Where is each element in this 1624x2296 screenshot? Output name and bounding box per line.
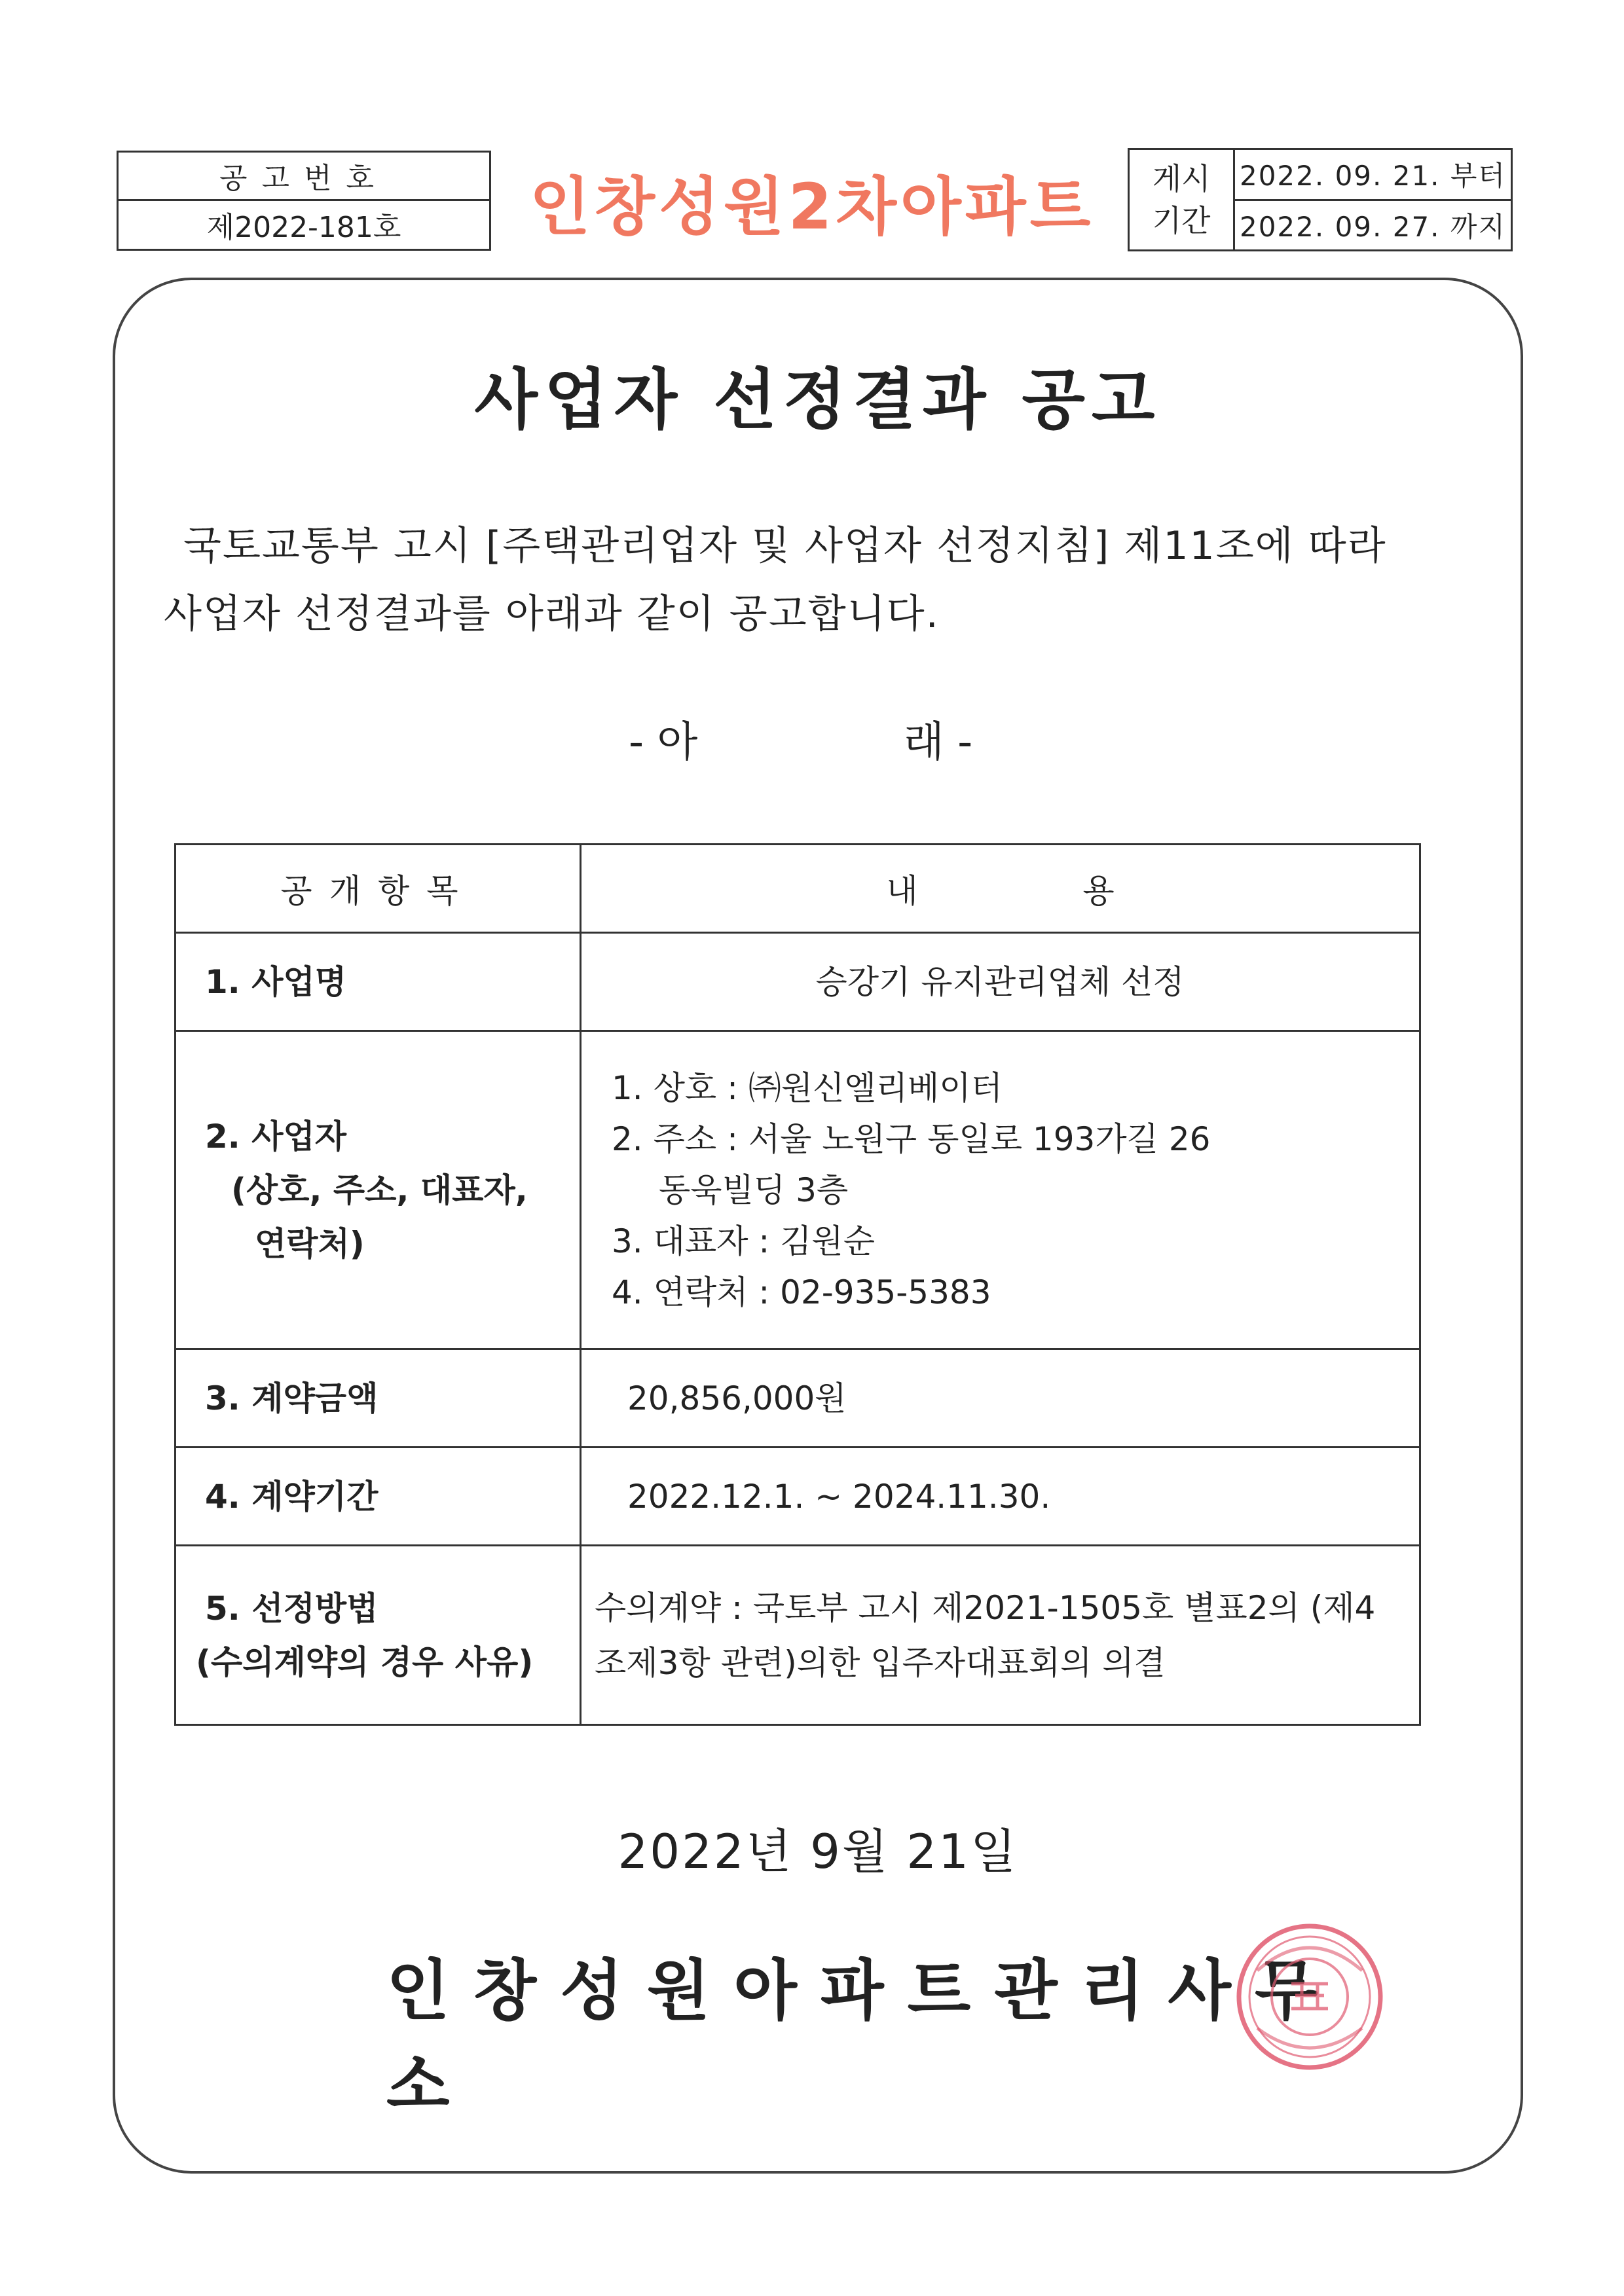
project-name-value: 승강기 유지관리업체 선정	[581, 933, 1420, 1031]
business-address-2: 동욱빌딩 3층	[659, 1171, 849, 1209]
below-marker-right: 래 -	[904, 718, 973, 767]
notice-date: 2022년 9월 21일	[618, 1824, 1018, 1879]
period-from: 2022. 09. 21. 부터	[1235, 150, 1511, 201]
business-label-3: 연락처)	[255, 1224, 365, 1263]
posting-period-box	[1128, 148, 1513, 251]
business-label-1: 2. 사업자	[205, 1117, 347, 1156]
apartment-name: 인창성원2차아파트	[529, 170, 1095, 244]
selection-method-line-1: 수의계약 : 국토부 고시 제2021-1505호 별표2의 (제4	[595, 1588, 1376, 1627]
business-label	[175, 1031, 581, 1349]
intro-line-1: 국토교통부 고시 [주택관리업자 및 사업자 선정지침] 제11조에 따라	[183, 523, 1387, 569]
table-row	[175, 1546, 1420, 1725]
business-details	[581, 1031, 1420, 1349]
business-label-2: (상호, 주소, 대표자,	[231, 1171, 528, 1209]
notice-number: 제2022-181호	[206, 211, 401, 245]
period-to: 2022. 09. 27. 까지	[1239, 210, 1507, 243]
selection-method-label-2: (수의계약의 경우 사유)	[196, 1643, 534, 1681]
intro-paragraph	[164, 512, 1473, 648]
table-row	[175, 933, 1420, 1031]
disclosure-table	[174, 843, 1421, 1726]
selection-method-value	[581, 1546, 1420, 1725]
business-address: 2. 주소 : 서울 노원구 동일로 193가길 26	[612, 1120, 1211, 1158]
business-company: 1. 상호 : ㈜원신엘리베이터	[612, 1068, 1003, 1107]
header-item: 공개항목	[175, 845, 581, 933]
header-content-1: 내	[886, 872, 918, 910]
selection-method-label-1: 5. 선정방법	[205, 1589, 378, 1628]
management-office: 인창성원아파트관리사무소	[386, 1952, 1342, 2123]
page-title: 사업자 선정결과 공고	[474, 361, 1162, 438]
below-marker-left: - 아	[629, 718, 698, 767]
project-name-label: 1. 사업명	[175, 933, 581, 1031]
header-content	[581, 845, 1420, 933]
intro-line-2: 사업자 선정결과를 아래과 같이 공고합니다.	[164, 591, 940, 637]
table-row	[175, 1031, 1420, 1349]
period-label-1: 게시	[1152, 161, 1211, 196]
header-content-2: 용	[1082, 872, 1115, 910]
official-seal-icon	[1231, 1918, 1388, 2075]
contract-term-value: 2022.12.1. ~ 2024.11.30.	[581, 1448, 1420, 1546]
table-row	[175, 1448, 1420, 1546]
contract-amount-label: 3. 계약금액	[175, 1349, 581, 1448]
posting-period-label	[1130, 150, 1235, 249]
contract-amount-value: 20,856,000원	[581, 1349, 1420, 1448]
posting-period-values	[1235, 150, 1511, 249]
table-row	[175, 1349, 1420, 1448]
business-contact: 4. 연락처 : 02-935-5383	[612, 1273, 991, 1311]
table-header-row	[175, 845, 1420, 933]
business-ceo: 3. 대표자 : 김원순	[612, 1222, 876, 1260]
selection-method-line-2: 조제3항 관련)의한 입주자대표회의 의결	[595, 1643, 1166, 1682]
selection-method-label	[175, 1546, 581, 1725]
period-label-2: 기간	[1152, 203, 1211, 238]
notice-number-label: 공고번호	[119, 153, 489, 201]
notice-number-box	[117, 151, 491, 251]
contract-term-label: 4. 계약기간	[175, 1448, 581, 1546]
